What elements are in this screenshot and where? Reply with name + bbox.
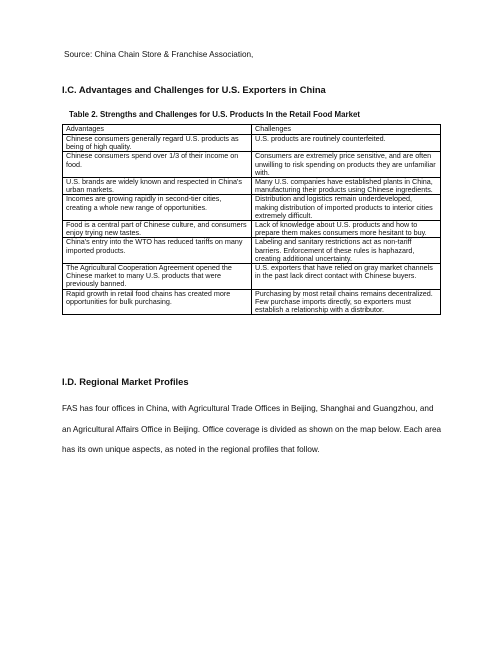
table-row: [63, 264, 441, 290]
challenge-cell: U.S. exporters that have relied on gray market channels in the past lack direct contact with Chinese buyers.: [252, 264, 441, 290]
challenge-cell: Distribution and logistics remain underdeveloped, making distribution of imported products to interior cities extremely difficult.: [252, 195, 441, 221]
section-heading-advantages-challenges: I.C. Advantages and Challenges for U.S. Exporters in China: [62, 84, 326, 95]
strengths-challenges-table: [62, 124, 441, 315]
table-row: [63, 152, 441, 178]
advantage-cell: Incomes are growing rapidly in second-tier cities, creating a whole new range of opportunities.: [63, 195, 252, 221]
table-title: Table 2. Strengths and Challenges for U.S. Products In the Retail Food Market: [69, 110, 360, 119]
table-row: [63, 289, 441, 315]
challenge-cell: Labeling and sanitary restrictions act as non-tariff barriers. Enforcement of these rules is haphazard, creating additional uncertainty.: [252, 238, 441, 264]
table-row: [63, 135, 441, 152]
source-line: Source: China Chain Store & Franchise Association,: [64, 50, 254, 59]
table-row: [63, 195, 441, 221]
section-heading-regional-profiles: I.D. Regional Market Profiles: [62, 376, 189, 387]
advantage-cell: Rapid growth in retail food chains has created more opportunities for bulk purchasing.: [63, 289, 252, 315]
regional-profiles-paragraph: FAS has four offices in China, with Agricultural Trade Offices in Beijing, Shanghai and Guangzhou, and an Agricultural Affairs Office in Beijing. Office coverage is divided as shown on the map below. Each area has its own unique aspects, as noted in the regional profiles that follow.: [62, 404, 442, 454]
advantage-cell: China's entry into the WTO has reduced tariffs on many imported products.: [63, 238, 252, 264]
header-advantages: Advantages: [63, 125, 252, 135]
challenge-cell: Purchasing by most retail chains remains decentralized. Few purchase imports directly, so exporters must establish a relationship with a distributor.: [252, 289, 441, 315]
table-row: [63, 221, 441, 238]
advantage-cell: Chinese consumers spend over 1/3 of their income on food.: [63, 152, 252, 178]
challenge-cell: U.S. products are routinely counterfeited.: [252, 135, 441, 152]
header-challenges: Challenges: [252, 125, 441, 135]
challenge-cell: Consumers are extremely price sensitive, and are often unwilling to risk spending on products they are unfamiliar with.: [252, 152, 441, 178]
advantage-cell: The Agricultural Cooperation Agreement opened the Chinese market to many U.S. products that were previously banned.: [63, 264, 252, 290]
challenge-cell: Lack of knowledge about U.S. products and how to prepare them makes consumers more hesitant to buy.: [252, 221, 441, 238]
table-row: [63, 178, 441, 195]
advantage-cell: Chinese consumers generally regard U.S. products as being of high quality.: [63, 135, 252, 152]
table-row: [63, 238, 441, 264]
table-header-row: [63, 125, 441, 135]
challenge-cell: Many U.S. companies have established plants in China, manufacturing their products using Chinese ingredients.: [252, 178, 441, 195]
advantage-cell: U.S. brands are widely known and respected in China's urban markets.: [63, 178, 252, 195]
advantage-cell: Food is a central part of Chinese culture, and consumers enjoy trying new tastes.: [63, 221, 252, 238]
